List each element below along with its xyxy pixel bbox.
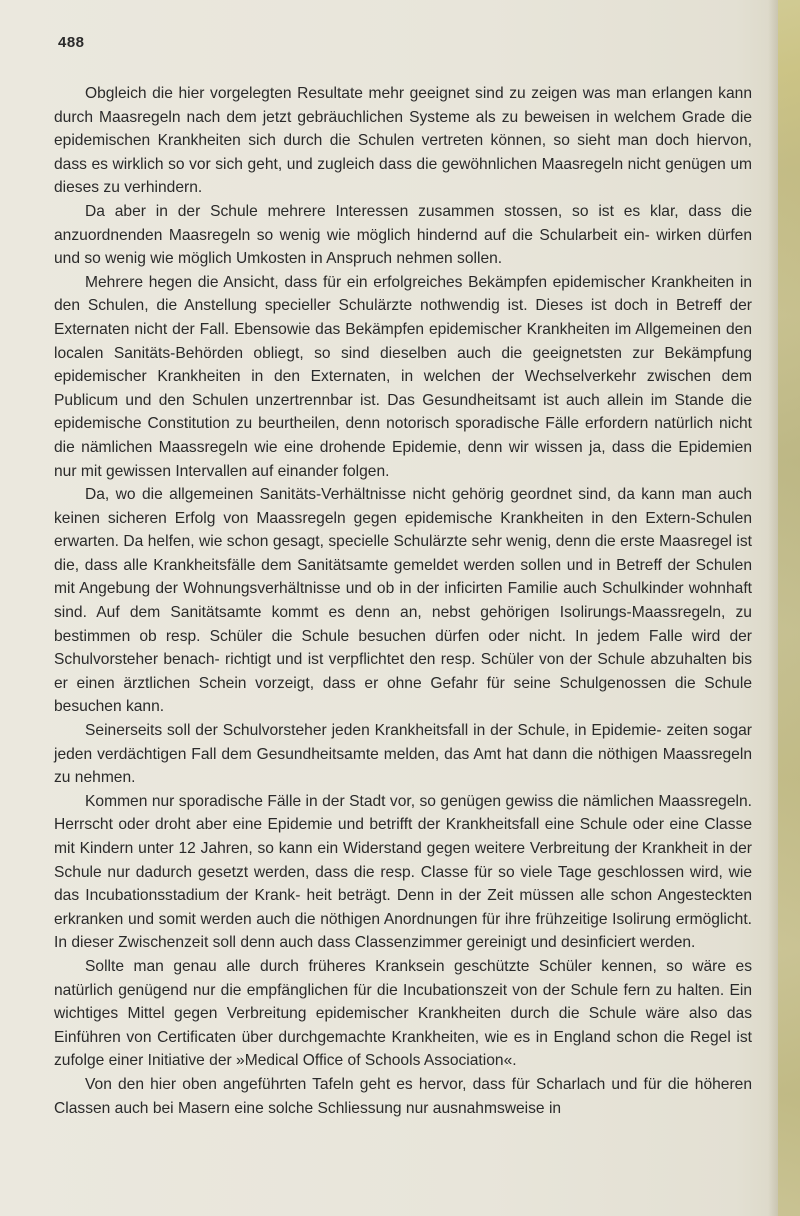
paragraph-8: Von den hier oben angeführten Tafeln geht es hervor, dass für Scharlach und für die höheren Classen auch bei Masern eine solche Schliessung nur ausnahmsweise in — [54, 1075, 752, 1117]
page-number: 488 — [58, 34, 85, 51]
page-edge-shadow — [768, 0, 778, 1216]
paragraph-2: Da aber in der Schule mehrere Interessen zusammen stossen, so ist es klar, dass die anzuordnenden Maasregeln so wenig wie möglich hindernd auf die Schularbeit ein- wirken dürfen und so wenig wie möglich Umkosten in Anspruch nehmen sollen. — [54, 202, 752, 268]
paragraph-5: Seinerseits soll der Schulvorsteher jeden Krankheitsfall in der Schule, in Epidemie- zeiten sogar jeden verdächtigen Fall dem Gesundheitsamte melden, das Amt hat dann die nöthigen Maassregeln zu nehmen. — [54, 722, 752, 787]
body-text — [54, 82, 752, 1120]
paragraph-6: Kommen nur sporadische Fälle in der Stadt vor, so genügen gewiss die nämlichen Maassregeln. Herrscht oder droht aber eine Epidemie und betrifft der Krankheitsfall eine Schule oder eine Classe mit Kindern unter 12 Jahren, so kann ein Widerstand gegen weitere Verbreitung der Krankheit in der Schule nur dadurch gesetzt werden, dass die resp. Classe für so viele Tage geschlossen wird, wie das Incubationsstadium der Krank- heit beträgt. Denn in der Zeit müssen alle schon Angesteckten erkranken und somit werden auch die nöthigen Anordnungen für ihre frühzeitige Isolirung ermöglicht. In dieser Zwischenzeit soll denn auch dass Classenzimmer gereinigt und desinficiert werden. — [54, 792, 752, 952]
paragraph-1: Obgleich die hier vorgelegten Resultate mehr geeignet sind zu zeigen was man erlangen kann durch Maasregeln nach dem jetzt gebräuchlichen Systeme als zu beweisen in welchem Grade die epidemischen Krankheiten sich durch die Schulen vertreten können, so sieht man doch hiervon, dass es wirklich so vor sich geht, und zugleich dass die gewöhnlichen Maasregeln nicht genügen um dieses zu verhindern. — [54, 85, 752, 197]
page-edge-stain — [778, 0, 800, 1216]
paragraph-7: Sollte man genau alle durch früheres Kranksein geschützte Schüler kennen, so wäre es natürlich genügend nur die empfänglichen für die Incubationszeit von der Schule fern zu halten. Ein wichtiges Mittel gegen Verbreitung epidemischer Krankheiten durch die Schule wäre also das Einführen von Certificaten über durchgemachte Krankheiten, wie es in England schon die Regel ist zufolge einer Initiative der »Medical Office of Schools Association«. — [54, 957, 752, 1070]
paragraph-4: Da, wo die allgemeinen Sanitäts-Verhältnisse nicht gehörig geordnet sind, da kann man auch keinen sicheren Erfolg von Maassregeln gegen epidemische Krankheiten in den Extern-Schulen erwarten. Da helfen, wie schon gesagt, specielle Schulärzte sehr wenig, denn die erste Maasregel ist die, dass alle Krankheitsfälle dem Sanitätsamte gemeldet werden sollen und in Betreff der Schulen mit Angebung der Wohnungsverhältnisse und ob in der inficirten Familie auch Schulkinder wohnhaft sind. Auf dem Sanitätsamte kommt es denn an, nebst gehörigen Isolirungs-Maassregeln, zu bestimmen ob resp. Schüler die Schule besuchen dürfen oder nicht. In jedem Falle wird der Schulvorsteher benach- richtigt und ist verpflichtet den resp. Schüler von der Schule abzuhalten bis er einen ärztlichen Schein vorzeigt, dass er ohne Gefahr für seine Schulgenossen die Schule besuchen kann. — [54, 486, 752, 716]
paragraph-3: Mehrere hegen die Ansicht, dass für ein erfolgreiches Bekämpfen epidemischer Krankheiten in den Schulen, die Anstellung specieller Schulärzte nothwendig ist. Dieses ist doch in Betreff der Externaten nicht der Fall. Ebensowie das Bekämpfen epidemischer Krankheiten im Allgemeinen den localen Sanitäts-Behörden obliegt, so sind dieselben auch die geeignetsten zur Bekämpfung epidemischer Krankheiten in den Externaten, in welchen der Wechselverkehr zwischen dem Publicum und den Schulen unzertrennbar ist. Das Gesundheitsamt ist auch allein im Stande die epidemische Constitution zu beurtheilen, denn notorisch sporadische Fälle erfordern natürlich nicht die nämlichen Maassregeln wie eine drohende Epidemie, denn wir wissen ja, dass die Epidemien nur mit gewissen Intervallen auf einander folgen. — [54, 273, 752, 480]
